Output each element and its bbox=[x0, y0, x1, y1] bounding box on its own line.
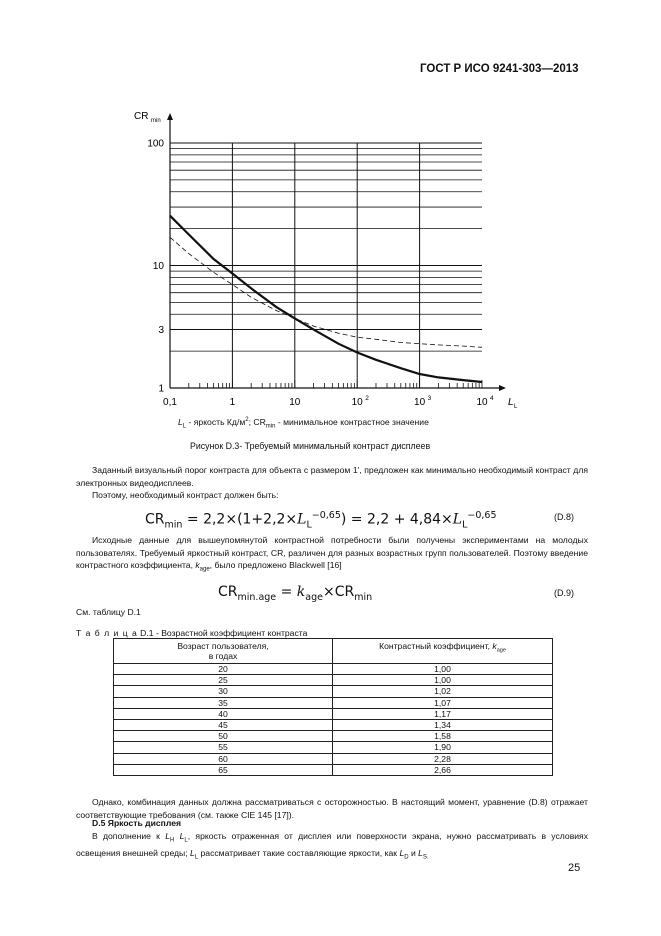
eq2-cr-sub: min.age bbox=[237, 591, 277, 603]
cell-coefficient: 1,34 bbox=[333, 719, 553, 730]
p5-lh: L bbox=[165, 831, 171, 841]
x-tick-label: 0,1 bbox=[163, 397, 177, 408]
eq1-part1: = 2,2×(1+2,2× bbox=[182, 511, 298, 528]
table-row bbox=[114, 731, 553, 742]
table-row bbox=[114, 708, 553, 719]
para3-k: k bbox=[195, 560, 200, 571]
x-tick-exponent: 4 bbox=[490, 395, 494, 402]
cell-age: 20 bbox=[114, 664, 333, 675]
y-tick-label: 3 bbox=[158, 325, 164, 337]
chart-labels bbox=[134, 111, 518, 410]
legend-part1: - яркость Кд/м bbox=[186, 417, 246, 427]
cell-coefficient: 1,00 bbox=[333, 664, 553, 675]
eq2-cr: CR bbox=[218, 584, 238, 600]
x-tick-label: 10 bbox=[351, 397, 363, 408]
x-tick-exponent: 2 bbox=[365, 395, 369, 402]
y-tick-label: 10 bbox=[152, 261, 164, 272]
eq2-cr2: CR bbox=[334, 584, 355, 600]
cell-age: 45 bbox=[114, 719, 333, 730]
legend-part3: - минимальное контрастное значение bbox=[275, 417, 429, 427]
eq1-cr: CR bbox=[145, 511, 165, 528]
section-title: D.5 Яркость дисплея bbox=[92, 818, 182, 828]
table-title-rest: D.1 - Возрастной коэффициент контраста bbox=[137, 628, 308, 638]
x-axis-arrow bbox=[499, 385, 506, 391]
eq1-l: L bbox=[297, 511, 307, 528]
eq2-k-sub: age bbox=[305, 591, 323, 603]
p5-ls-sub: S. bbox=[422, 855, 429, 862]
cell-coefficient: 1,07 bbox=[333, 697, 553, 708]
table-row bbox=[114, 719, 553, 730]
para3-end: , было предложено Blackwell [16] bbox=[209, 560, 342, 571]
eq2-times: × bbox=[322, 584, 335, 600]
chart-series bbox=[170, 216, 482, 382]
eq1-l2-sub: L bbox=[462, 519, 468, 531]
cell-age: 25 bbox=[114, 675, 333, 686]
table-row bbox=[114, 675, 553, 686]
eq2-eq: = bbox=[276, 584, 297, 600]
p5-ld: L bbox=[399, 848, 405, 859]
legend-l-symbol: L bbox=[178, 417, 183, 427]
cell-coefficient: 1,00 bbox=[333, 675, 553, 686]
equation-d9 bbox=[218, 584, 372, 603]
p5-lh-sub: H bbox=[170, 837, 175, 844]
p5-ll-sub: L bbox=[184, 837, 188, 844]
cell-coefficient: 1,90 bbox=[333, 742, 553, 753]
p5-t1: В дополнение к bbox=[92, 831, 166, 841]
eq2-cr2-sub: min bbox=[354, 591, 373, 603]
contrast-chart bbox=[130, 100, 530, 415]
col-coef-header-k: k bbox=[492, 641, 497, 651]
p5-ld-sub: D bbox=[404, 855, 409, 862]
p5-t4: рассматривает такие составляющие яркости, как bbox=[198, 848, 400, 859]
table-title bbox=[76, 628, 307, 638]
eq1-exp: −0,65 bbox=[311, 510, 341, 521]
x-tick-label: 10 bbox=[289, 397, 301, 408]
col-coef-header-sub: age bbox=[496, 647, 506, 654]
table-row bbox=[114, 764, 553, 775]
cell-age: 50 bbox=[114, 731, 333, 742]
p5-ll2-sub: L bbox=[194, 855, 199, 862]
paragraph-3 bbox=[76, 534, 588, 577]
y-axis-arrow bbox=[167, 113, 173, 120]
col-coef-header bbox=[333, 639, 553, 664]
eq1-l-sub: L bbox=[306, 519, 312, 531]
table-title-spaced: Т а б л и ц а bbox=[76, 628, 138, 638]
p5-ll: L bbox=[179, 831, 185, 841]
y-axis-label-sub: min bbox=[151, 118, 161, 124]
x-tick-label: 1 bbox=[229, 397, 236, 408]
page-number: 25 bbox=[568, 862, 581, 874]
col-age-header bbox=[114, 639, 333, 664]
col-age-header-line1: Возраст пользователя, bbox=[177, 640, 269, 651]
paragraph-1: Заданный визуальный порог контраста для объекта с размером 1', предложен как минимально необходимый контраст для электронных видеодисплеев. bbox=[76, 465, 588, 488]
see-table-text: См. таблицу D.1 bbox=[76, 607, 141, 617]
para3-text: Исходные данные для вышеупомянутой контрастной потребности были получены экспериментами на молодых пользователях. Требуемый яркостный контраст, CR, различен для разных возрастных групп пользователей. Поэтому введение контрастного коэффициента, bbox=[76, 535, 588, 571]
cell-age: 40 bbox=[114, 708, 333, 719]
p5-t3: , яркость отраженная от дисплея или поверхности экрана, нужно рассматривать в условиях освещения внешней среды; bbox=[76, 831, 589, 859]
cell-age: 30 bbox=[114, 686, 333, 697]
figure-caption: Рисунок D.3- Требуемый минимальный контраст дисплеев bbox=[190, 441, 431, 451]
legend-l-sub: L bbox=[182, 423, 187, 430]
document-header: ГОСТ Р ИСО 9241-303—2013 bbox=[420, 63, 579, 75]
cell-age: 65 bbox=[114, 764, 333, 775]
eq1-cr-sub: min bbox=[164, 519, 183, 531]
p5-ll2: L bbox=[190, 848, 195, 859]
age-coefficient-table bbox=[113, 638, 553, 776]
x-axis-label-sub: L bbox=[514, 404, 518, 410]
equation-d8 bbox=[145, 510, 497, 530]
y-tick-label: 1 bbox=[158, 383, 164, 395]
cell-coefficient: 1,17 bbox=[333, 708, 553, 719]
series-solid-line bbox=[170, 216, 482, 382]
p5-t5: и bbox=[408, 848, 419, 859]
table-row bbox=[114, 686, 553, 697]
paragraph-2: Поэтому, необходимый контраст должен быть: bbox=[92, 490, 279, 500]
table-body bbox=[114, 664, 553, 776]
cell-age: 60 bbox=[114, 753, 333, 764]
equation-d9-number: (D.9) bbox=[554, 588, 574, 598]
col-age-header-line2: в годах bbox=[208, 651, 238, 661]
eq1-part2: ) = 2,2 + 4,84× bbox=[340, 511, 453, 528]
legend-part2: ; CR bbox=[248, 417, 266, 427]
x-axis-label: L bbox=[508, 397, 514, 408]
x-tick-label: 10 bbox=[476, 397, 488, 408]
cell-coefficient: 2,28 bbox=[333, 753, 553, 764]
chart-grid bbox=[170, 143, 482, 388]
cell-coefficient: 2,66 bbox=[333, 764, 553, 775]
table-row bbox=[114, 697, 553, 708]
table-row bbox=[114, 664, 553, 675]
p5-ls: L bbox=[418, 848, 423, 859]
eq1-exp2: −0,65 bbox=[467, 510, 497, 521]
table-header-row bbox=[114, 639, 553, 664]
col-coef-header-text: Контрастный коэффициент, bbox=[379, 641, 491, 651]
equation-d8-number: (D.8) bbox=[554, 512, 574, 522]
paragraph-5 bbox=[76, 830, 588, 865]
table-row bbox=[114, 753, 553, 764]
x-tick-label: 10 bbox=[414, 397, 426, 408]
paragraph-4: Однако, комбинация данных должна рассматриваться с осторожностью. В настоящий момент, уравнение (D.8) отражает соответствующие требования (см. также CIE 145 [17]). bbox=[76, 797, 588, 820]
eq2-k: k bbox=[296, 584, 306, 600]
y-axis-label: CR bbox=[134, 111, 149, 122]
x-tick-exponent: 3 bbox=[427, 395, 432, 402]
cell-coefficient: 1,02 bbox=[333, 686, 553, 697]
y-tick-label: 100 bbox=[147, 138, 164, 150]
cell-age: 35 bbox=[114, 697, 333, 708]
para3-k-sub: age bbox=[199, 566, 210, 573]
legend-cr-sub: min bbox=[265, 423, 276, 430]
eq1-l2: L bbox=[452, 511, 463, 528]
table-row bbox=[114, 742, 553, 753]
cell-coefficient: 1,58 bbox=[333, 731, 553, 742]
legend-sup: 2 bbox=[245, 417, 249, 424]
chart-legend-line bbox=[178, 417, 429, 430]
cell-age: 55 bbox=[114, 742, 333, 753]
